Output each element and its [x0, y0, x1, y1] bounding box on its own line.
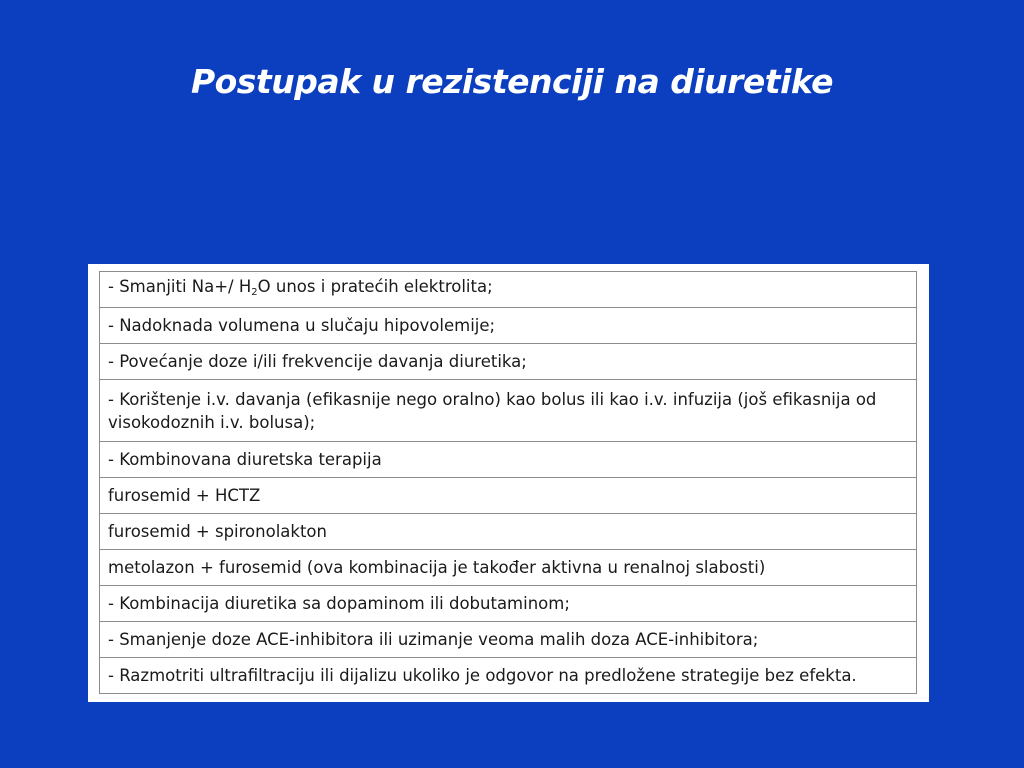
table-cell: - Kombinacija diuretika sa dopaminom ili dobutaminom;	[100, 586, 917, 622]
table-cell: - Korištenje i.v. davanja (efikasnije nego oralno) kao bolus ili kao i.v. infuzija (još efikasnija od visokodoznih i.v. bolusa);	[100, 380, 917, 442]
table-row	[100, 586, 917, 622]
table-cell: furosemid + spironolakton	[100, 514, 917, 550]
table-row	[100, 622, 917, 658]
cell-text-post: O unos i pratećih elektrolita;	[257, 277, 493, 296]
table-cell: furosemid + HCTZ	[100, 478, 917, 514]
table-row	[100, 272, 917, 308]
table-frame	[88, 264, 929, 702]
table-row	[100, 442, 917, 478]
table-cell	[100, 272, 917, 308]
slide-title: Postupak u rezistenciji na diuretike	[190, 62, 834, 101]
table-cell: - Povećanje doze i/ili frekvencije davanja diuretika;	[100, 344, 917, 380]
steps-table	[99, 271, 917, 694]
cell-text-pre: - Smanjiti Na+/ H	[108, 277, 252, 296]
table-cell: - Smanjenje doze ACE-inhibitora ili uzimanje veoma malih doza ACE-inhibitora;	[100, 622, 917, 658]
table-cell: - Kombinovana diuretska terapija	[100, 442, 917, 478]
table-row	[100, 658, 917, 694]
table-row	[100, 380, 917, 442]
table-row	[100, 478, 917, 514]
table-row	[100, 550, 917, 586]
table-row	[100, 514, 917, 550]
subscript-2: 2	[251, 287, 258, 298]
table-row	[100, 308, 917, 344]
table-row	[100, 344, 917, 380]
table-cell: metolazon + furosemid (ova kombinacija je također aktivna u renalnoj slabosti)	[100, 550, 917, 586]
table-cell: - Razmotriti ultrafiltraciju ili dijalizu ukoliko je odgovor na predložene strategije bez efekta.	[100, 658, 917, 694]
table-cell: - Nadoknada volumena u slučaju hipovolemije;	[100, 308, 917, 344]
